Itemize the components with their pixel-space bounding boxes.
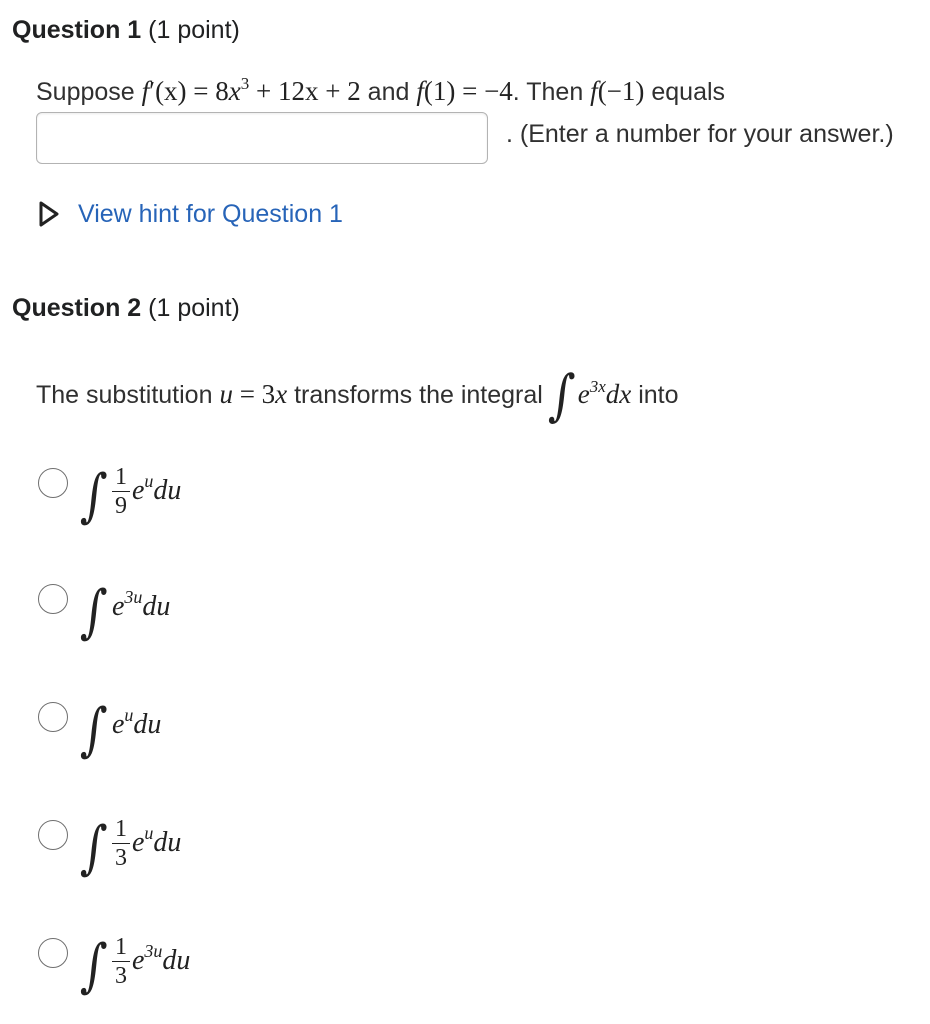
radio-button[interactable]: [38, 702, 68, 732]
prompt-text: into: [631, 381, 679, 409]
math-expr: + 12x + 2: [249, 76, 361, 106]
hint-toggle[interactable]: [36, 198, 343, 230]
math-diff: du: [142, 591, 171, 622]
integral-sign-icon: ∫: [546, 362, 577, 428]
integral-sign-icon: ∫: [79, 461, 109, 529]
hint-link[interactable]: View hint for Question 1: [78, 199, 343, 228]
integrand: [131, 471, 182, 507]
question-1-prompt: [36, 76, 725, 107]
math-base: e: [111, 591, 125, 622]
answer-instructions: . (Enter a number for your answer.): [506, 120, 894, 148]
math-exponent: 3u: [144, 941, 163, 961]
integral-sign-icon: ∫: [79, 813, 109, 881]
math-base: e: [111, 709, 125, 740]
math-var: f: [590, 76, 598, 106]
prompt-text: and: [360, 78, 417, 106]
answer-option[interactable]: [38, 694, 161, 764]
math-diff: dx: [605, 379, 632, 409]
math-exponent: 3: [240, 74, 250, 93]
fraction: [112, 935, 130, 988]
option-expression: [79, 576, 171, 646]
target-expression: [590, 76, 644, 106]
fraction-numerator: 1: [114, 933, 127, 960]
prompt-text: transforms the integral: [287, 381, 550, 409]
fraction-numerator: 1: [114, 463, 127, 490]
initial-condition: [416, 76, 512, 106]
fraction-numerator: 1: [114, 815, 127, 842]
math-var: f: [141, 76, 150, 106]
fraction: [112, 465, 130, 518]
integrand: [131, 823, 182, 859]
math-prime: ′: [149, 76, 156, 106]
prompt-text: equals: [644, 78, 726, 106]
question-2-prompt: [36, 360, 679, 428]
math-var: e: [577, 379, 590, 409]
answer-option[interactable]: [38, 576, 170, 646]
answer-option[interactable]: [38, 812, 181, 882]
math-base: e: [131, 475, 145, 506]
answer-option[interactable]: [38, 930, 190, 1000]
math-expr: (1) = −4: [423, 76, 513, 106]
derivative-equation: [142, 76, 361, 106]
question-1-heading: [12, 16, 240, 45]
fraction: [112, 817, 130, 870]
radio-button[interactable]: [38, 584, 68, 614]
option-expression: [79, 812, 182, 882]
fraction-denominator: 3: [112, 843, 130, 870]
option-expression: [79, 460, 182, 530]
triangle-right-icon: [36, 199, 62, 229]
math-expr: (−1): [597, 76, 645, 106]
math-exponent: 3u: [124, 587, 143, 607]
math-exponent: u: [144, 823, 154, 843]
math-var: x: [275, 379, 288, 409]
integrand: [111, 705, 162, 741]
math-var: f: [416, 76, 424, 106]
math-expr: (x) = 8: [155, 76, 229, 106]
question-1-title: Question 1: [12, 16, 142, 44]
math-exponent: 3x: [589, 377, 606, 396]
math-diff: du: [133, 709, 162, 740]
option-expression: [79, 694, 162, 764]
math-exponent: u: [124, 705, 134, 725]
prompt-text: . Then: [512, 78, 591, 106]
question-2-heading: [12, 294, 240, 323]
radio-button[interactable]: [38, 938, 68, 968]
fraction-denominator: 3: [112, 961, 130, 988]
math-expr: = 3: [232, 379, 276, 409]
answer-option[interactable]: [38, 460, 181, 530]
question-1-points: (1 point): [148, 16, 240, 44]
radio-button[interactable]: [38, 468, 68, 498]
fraction-denominator: 9: [112, 491, 130, 518]
integrand: [131, 941, 191, 977]
integral-expression: [546, 362, 632, 428]
math-base: e: [131, 827, 145, 858]
math-diff: du: [153, 827, 182, 858]
prompt-text: Suppose: [36, 78, 142, 106]
prompt-text: The substitution: [36, 381, 220, 409]
math-diff: du: [153, 475, 182, 506]
question-2-points: (1 point): [148, 294, 240, 322]
math-var: u: [219, 379, 233, 409]
answer-input[interactable]: [36, 112, 488, 164]
math-base: e: [131, 945, 145, 976]
integral-sign-icon: ∫: [79, 695, 109, 763]
integral-sign-icon: ∫: [79, 931, 109, 999]
substitution-expression: [219, 379, 287, 409]
question-2-title: Question 2: [12, 294, 142, 322]
math-diff: du: [162, 945, 191, 976]
option-expression: [79, 930, 191, 1000]
radio-button[interactable]: [38, 820, 68, 850]
integral-sign-icon: ∫: [79, 577, 109, 645]
integrand: [111, 587, 171, 623]
math-exponent: u: [144, 471, 154, 491]
math-var: x: [228, 76, 241, 106]
